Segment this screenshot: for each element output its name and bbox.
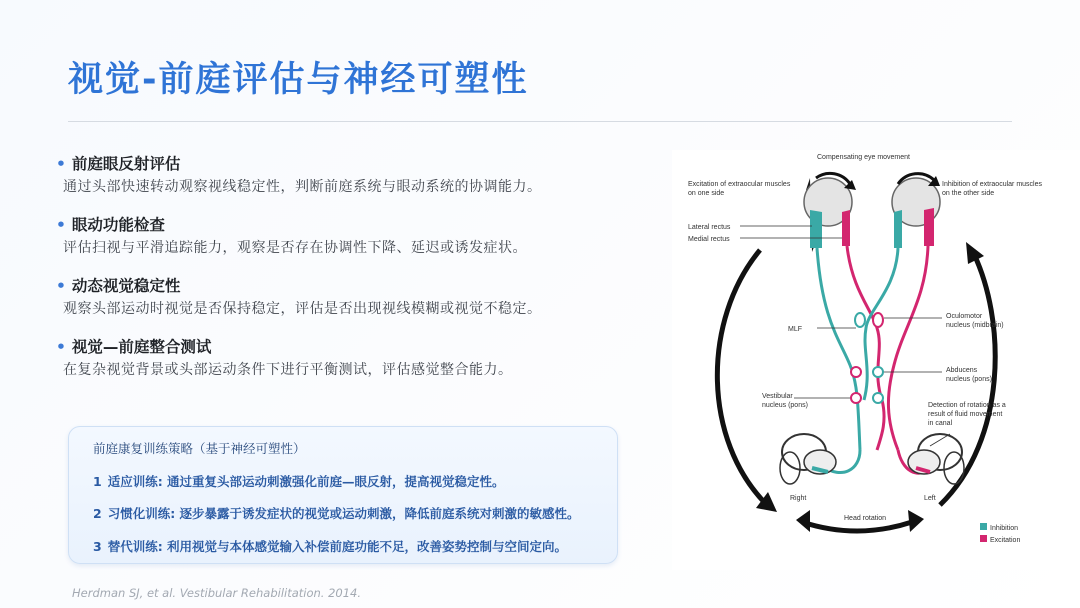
assessment-list <box>56 152 656 396</box>
lateral-rectus-muscle <box>810 210 822 248</box>
list-item <box>56 335 656 381</box>
strategy-item: 1 适应训练: 通过重复头部运动刺激强化前庭—眼反射，提高视觉稳定性。 <box>93 474 505 489</box>
lateral-rectus-muscle <box>924 208 934 246</box>
bullet-text: 在复杂视觉背景或头部运动条件下进行平衡测试，评估感觉整合能力。 <box>63 362 513 378</box>
oculomotor-nucleus <box>873 313 883 327</box>
left-label: Left <box>924 495 936 502</box>
vestibular-label-2: nucleus (pons) <box>762 402 808 409</box>
lateral-rectus-label: Lateral rectus <box>688 224 731 231</box>
abducens-label-2: nucleus (pons) <box>946 376 992 383</box>
vestibular-nucleus <box>873 393 883 403</box>
strategy-box-title: 前庭康复训练策略（基于神经可塑性） <box>93 441 306 456</box>
vestibular-label: Vestibular <box>762 393 793 400</box>
bullet-text: 观察头部运动时视觉是否保持稳定，评估是否出现视线模糊或视觉不稳定。 <box>63 301 542 317</box>
medial-rectus-muscle <box>894 210 902 248</box>
rehab-strategy-box <box>68 426 618 564</box>
inhibition-muscles-label: Inhibition of extraocular muscles <box>942 181 1042 188</box>
strategy-item: 3 替代训练: 利用视觉与本体感觉输入补偿前庭功能不足，改善姿势控制与空间定向。 <box>93 539 568 554</box>
detection-label-3: in canal <box>928 420 953 427</box>
slide-title: 视觉-前庭评估与神经可塑性 <box>68 60 529 100</box>
bullet-text: 评估扫视与平滑追踪能力，观察是否存在协调性下降、延迟或诱发症状。 <box>63 240 527 256</box>
bullet-heading: 视觉—前庭整合测试 <box>71 338 212 356</box>
legend-label-excitation: Excitation <box>990 537 1021 544</box>
bullet-heading: 眼动功能检查 <box>71 216 165 234</box>
mlf-label: MLF <box>788 326 802 333</box>
bullet-heading: 动态视觉稳定性 <box>71 277 181 295</box>
compensating-label: Compensating eye movement <box>817 154 910 161</box>
vor-pathway-diagram <box>672 150 1080 570</box>
excitation-muscles-label: Excitation of extraocular muscles <box>688 181 791 188</box>
diagram-background <box>672 150 1080 570</box>
bullet-dot-icon: • <box>56 155 66 173</box>
list-item <box>56 152 656 198</box>
bullet-dot-icon: • <box>56 277 66 295</box>
inhibition-muscles-label-2: on the other side <box>942 190 995 197</box>
bullet-heading: 前庭眼反射评估 <box>71 155 181 173</box>
oculomotor-label: Oculomotor <box>946 313 983 320</box>
medial-rectus-label: Medial rectus <box>688 236 730 243</box>
bullet-dot-icon: • <box>56 216 66 234</box>
citation: Herdman SJ, et al. Vestibular Rehabilitation. 2014. <box>72 586 362 600</box>
legend-swatch-excitation <box>980 535 987 542</box>
legend-label-inhibition: Inhibition <box>990 525 1019 532</box>
oculomotor-nucleus <box>855 313 865 327</box>
excitation-muscles-label-2: on one side <box>688 190 725 197</box>
bullet-dot-icon: • <box>56 338 66 356</box>
detection-label-2: result of fluid movement <box>928 411 1003 418</box>
vestibular-nucleus <box>851 393 861 403</box>
abducens-label: Abducens <box>946 367 978 374</box>
detection-label: Detection of rotation as a <box>928 402 1006 409</box>
right-label: Right <box>790 495 807 502</box>
oculomotor-label-2: nucleus (midbrain) <box>946 322 1004 329</box>
title-divider <box>68 121 1012 122</box>
abducens-nucleus <box>851 367 861 377</box>
medial-rectus-muscle <box>842 210 850 246</box>
list-item <box>56 213 656 259</box>
head-rotation-label: Head rotation <box>844 515 887 522</box>
list-item <box>56 274 656 320</box>
abducens-nucleus <box>873 367 883 377</box>
bullet-text: 通过头部快速转动观察视线稳定性，判断前庭系统与眼动系统的协调能力。 <box>63 179 542 195</box>
legend-swatch-inhibition <box>980 523 987 530</box>
strategy-item: 2 习惯化训练: 逐步暴露于诱发症状的视觉或运动刺激，降低前庭系统对刺激的敏感性。 <box>93 506 580 521</box>
